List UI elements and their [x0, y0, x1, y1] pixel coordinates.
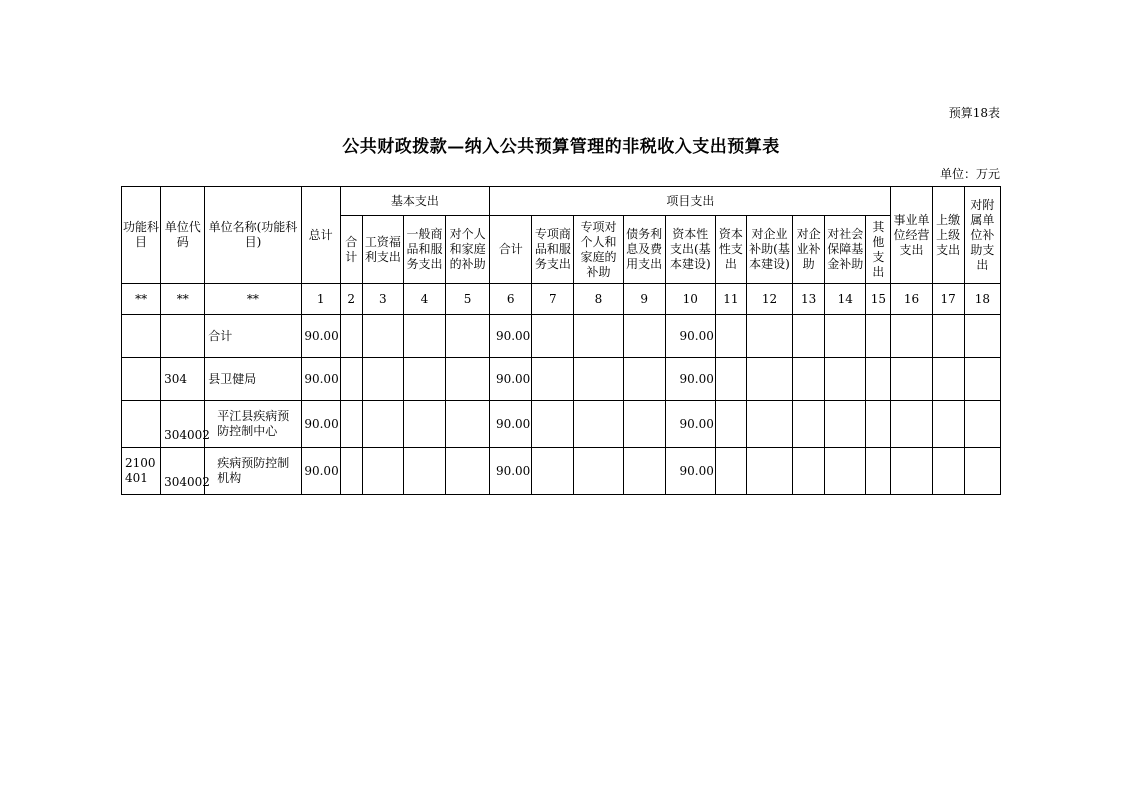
page-title: 公共财政拨款—纳入公共预算管理的非税收入支出预算表 [342, 137, 780, 157]
proj-sum-cell: 90.00 [490, 315, 532, 358]
unit-code-cell [161, 315, 205, 358]
table-row [122, 448, 1001, 495]
index-cell: 8 [574, 284, 623, 315]
header-special-goods: 专项商品和服务支出 [532, 216, 574, 284]
header-wage: 工资福利支出 [362, 216, 403, 284]
capital-basic-cell: 90.00 [665, 315, 715, 358]
index-cell: ** [122, 284, 161, 315]
header-basic-group: 基本支出 [340, 187, 489, 216]
total-cell: 90.00 [301, 315, 340, 358]
func-subject-cell [122, 315, 161, 358]
capital-basic-cell: 90.00 [665, 358, 715, 401]
unit-code-cell: 304002 [161, 401, 205, 448]
header-unit-code: 单位代码 [161, 187, 205, 284]
header-capital: 资本性支出 [715, 216, 746, 284]
index-cell: 10 [665, 284, 715, 315]
header-enterprise-basic: 对企业补助(基本建设) [746, 216, 792, 284]
header-personal: 对个人和家庭的补助 [446, 216, 490, 284]
unit-name-cell: 平江县疾病预防控制中心 [205, 401, 301, 448]
index-cell: ** [161, 284, 205, 315]
index-cell: 1 [301, 284, 340, 315]
index-cell: 3 [362, 284, 403, 315]
header-upper: 上缴上级支出 [932, 187, 964, 284]
index-cell: 13 [793, 284, 825, 315]
index-cell: 2 [340, 284, 362, 315]
unit-name-cell: 疾病预防控制机构 [205, 448, 301, 495]
index-cell: 6 [490, 284, 532, 315]
index-cell: 12 [746, 284, 792, 315]
table-row [122, 401, 1001, 448]
unit-code-cell: 304002 [161, 448, 205, 495]
header-debt: 债务利息及费用支出 [623, 216, 665, 284]
index-cell: ** [205, 284, 301, 315]
table-row-total [122, 315, 1001, 358]
proj-sum-cell: 90.00 [490, 401, 532, 448]
header-other: 其他支出 [866, 216, 891, 284]
total-cell: 90.00 [301, 401, 340, 448]
func-subject-cell [122, 358, 161, 401]
func-subject-cell: 2100401 [122, 448, 161, 495]
header-proj-sum: 合计 [490, 216, 532, 284]
unit-name-cell: 合计 [205, 315, 301, 358]
table-number: 预算18表 [948, 106, 1000, 120]
unit-name-cell: 县卫健局 [205, 358, 301, 401]
budget-table [121, 186, 1001, 495]
index-cell: 18 [964, 284, 1000, 315]
header-subsidiary: 对附属单位补助支出 [964, 187, 1000, 284]
index-cell: 17 [932, 284, 964, 315]
proj-sum-cell: 90.00 [490, 358, 532, 401]
header-total: 总计 [301, 187, 340, 284]
header-business: 事业单位经营支出 [891, 187, 932, 284]
index-cell: 7 [532, 284, 574, 315]
index-row [122, 284, 1001, 315]
unit-code-cell: 304 [161, 358, 205, 401]
header-row-1 [122, 187, 1001, 216]
total-cell: 90.00 [301, 358, 340, 401]
header-capital-basic: 资本性支出(基本建设) [665, 216, 715, 284]
index-cell: 16 [891, 284, 932, 315]
header-func-subject: 功能科目 [122, 187, 161, 284]
func-subject-cell [122, 401, 161, 448]
header-goods: 一般商品和服务支出 [403, 216, 445, 284]
index-cell: 9 [623, 284, 665, 315]
header-unit-name: 单位名称(功能科目) [205, 187, 301, 284]
proj-sum-cell: 90.00 [490, 448, 532, 495]
index-cell: 15 [866, 284, 891, 315]
capital-basic-cell: 90.00 [665, 448, 715, 495]
unit-label: 单位：万元 [939, 167, 1000, 181]
index-cell: 11 [715, 284, 746, 315]
index-cell: 5 [446, 284, 490, 315]
index-cell: 14 [825, 284, 866, 315]
total-cell: 90.00 [301, 448, 340, 495]
index-cell: 4 [403, 284, 445, 315]
header-social: 对社会保障基金补助 [825, 216, 866, 284]
header-basic-sum: 合计 [340, 216, 362, 284]
capital-basic-cell: 90.00 [665, 401, 715, 448]
header-enterprise: 对企业补助 [793, 216, 825, 284]
header-project-group: 项目支出 [490, 187, 891, 216]
table-row [122, 358, 1001, 401]
header-special-personal: 专项对个人和家庭的补助 [574, 216, 623, 284]
